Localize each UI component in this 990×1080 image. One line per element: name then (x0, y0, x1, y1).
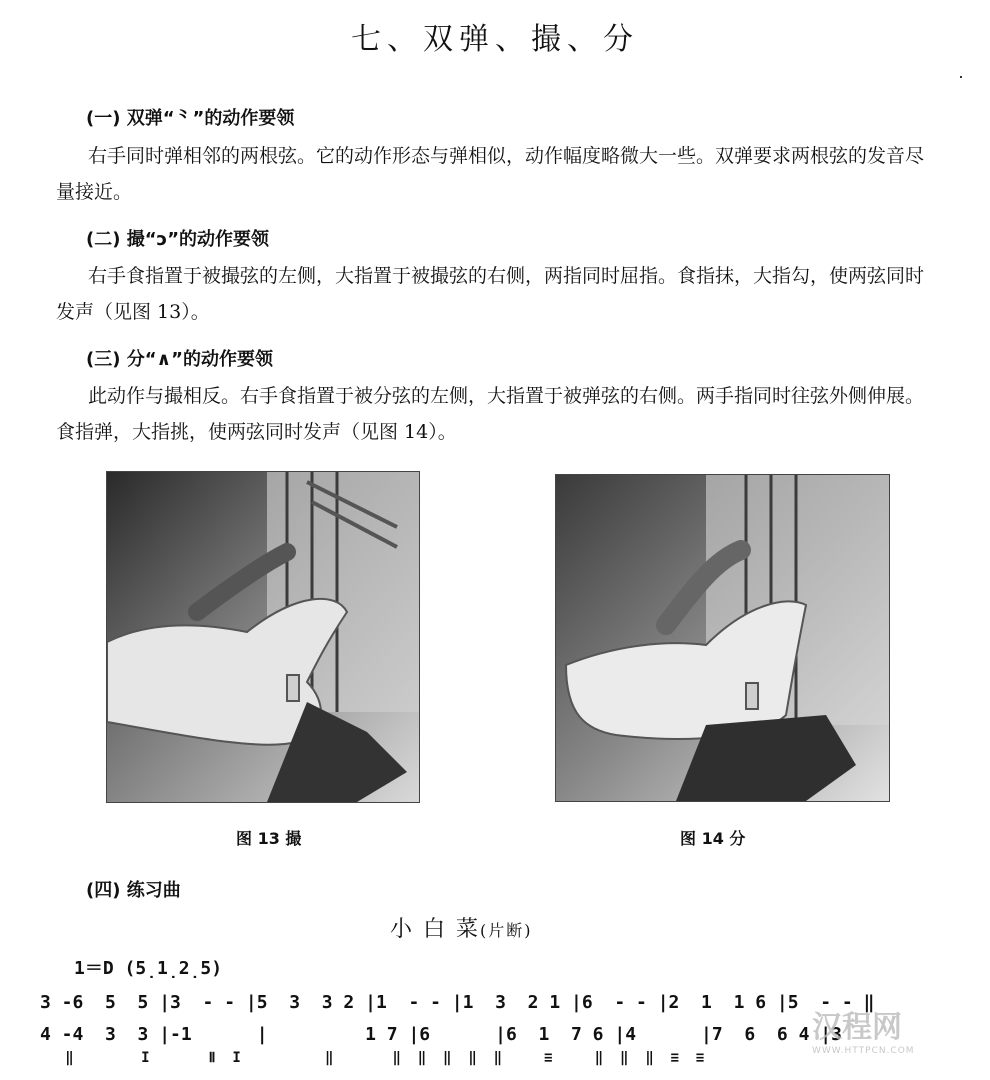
section-text-cuo: 右手食指置于被撮弦的左侧，大指置于被撮弦的右侧，两指同时屈指。食指抹，大指勾，使两弦同时发声（见图 13）。 (56, 265, 925, 323)
scan-speck (960, 76, 962, 78)
page-title: 七、双弹、撮、分 (351, 22, 639, 57)
figure-13-photo (106, 471, 420, 803)
song-title-text: 小 白 菜 (390, 917, 480, 942)
section-text-double-pluck: 右手同时弹相邻的两根弦。它的动作形态与弹相似，动作幅度略微大一些。双弹要求两根弦的发音尽量接近。 (56, 145, 925, 203)
song-title (390, 912, 533, 943)
score-bottom-row: ‖ I Ⅱ I ‖ ‖ ‖ ‖ ‖ ‖ ≡ ‖ ‖ ‖ ≡ ≡ (40, 1050, 705, 1066)
figure-13-caption: 图 13 撮 (236, 829, 302, 848)
section-text-fen: 此动作与撮相反。右手食指置于被分弦的左侧，大指置于被弹弦的右侧。两手指同时往弦外侧伸展。食指弹，大指挑，使两弦同时发声（见图 14）。 (56, 385, 925, 443)
section-heading-fen: (三) 分“∧”的动作要领 (86, 349, 273, 370)
score-top-row: 3 -6 5 5 |3 - - |5 3 3 2 |1 - - |1 3 2 1 |6 - - |2 1 1 6 |5 ‐ ‐ ‖ (40, 992, 875, 1013)
song-subtitle: (片断) (480, 921, 533, 940)
key-signature: 1＝D (5̣1̣2̣5) (74, 958, 223, 979)
practice-heading: (四) 练习曲 (86, 880, 181, 901)
watermark-text: 汉程网 (812, 1010, 902, 1045)
section-heading-double-pluck: (一) 双弹“⺀”的动作要领 (86, 108, 295, 129)
figure-14-caption: 图 14 分 (680, 829, 746, 848)
section-heading-cuo: (二) 撮“ɔ”的动作要领 (86, 229, 270, 250)
score-middle-row: 4 -4 3 3 |-1 | 1 7 |6 |6 1 7 6 |4 |7 6 6 4 |3 (40, 1024, 842, 1045)
watermark (812, 1002, 972, 1062)
watermark-url: WWW.HTTPCN.COM (812, 1046, 915, 1056)
figure-14-photo (555, 474, 890, 802)
